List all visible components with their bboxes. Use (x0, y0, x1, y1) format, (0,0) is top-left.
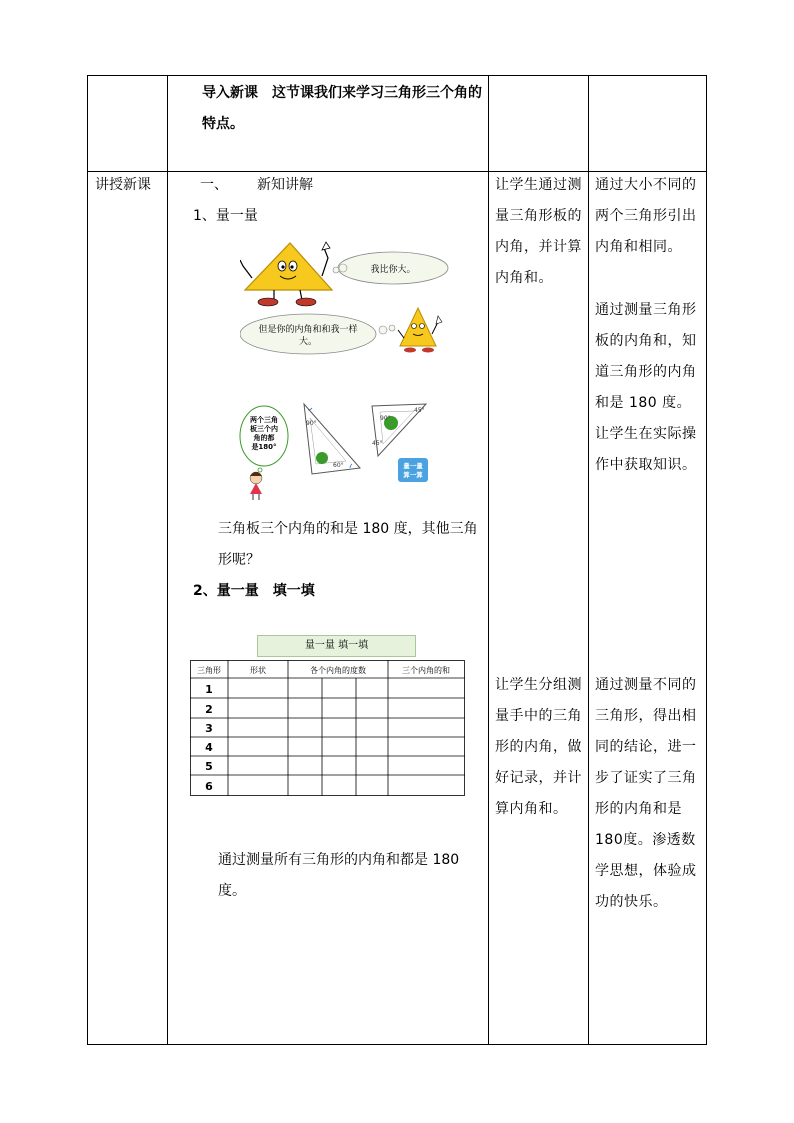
girl-bubble-line1: 两个三角 (250, 416, 278, 424)
row-num-2: 2 (205, 703, 213, 716)
section-title: 新知讲解 (257, 177, 313, 193)
row-num-6: 6 (205, 780, 213, 793)
section-number: 一、 (200, 177, 228, 193)
badge-line1: 量一量 (403, 462, 423, 470)
intro-text: 导入新课 这节课我们来学习三角形三个角的特点。 (202, 85, 482, 132)
girl-bubble-line2: 板三个内 (250, 425, 278, 433)
girl-figure (250, 472, 262, 500)
student-activity-1: 让学生通过测量三角形板的内角，并计算内角和。 (495, 177, 582, 286)
conclusion-text: 通过测量所有三角形的内角和都是 180 度。 (218, 852, 460, 899)
measure-table-title: 量一量 填一填 (257, 635, 416, 657)
set-square-45-45-90 (372, 404, 426, 456)
set-squares-illustration (238, 398, 468, 503)
design-intent-1b: 通过测量三角形板的内角和，知道三角形的内角和是 180 度。让学生在实际操作中获取知识。 (595, 302, 697, 473)
design-intent-2: 通过测量不同的三角形，得出相同的结论，进一步了证实了三角形的内角和是 180度。渗透数学思想，体验成功的快乐。 (595, 677, 697, 910)
girl-bubble-line4: 是180° (251, 443, 277, 451)
row-num-4: 4 (205, 741, 213, 754)
bubble-2-line2: 大。 (298, 337, 318, 347)
subsection-1: 1、量一量 (193, 208, 258, 224)
question-text: 三角板三个内角的和是 180 度，其他三角形呢？ (218, 521, 478, 568)
header-shape: 形状 (250, 666, 266, 675)
bubble-1-text: 我比你大。 (370, 265, 416, 275)
header-angles: 各个内角的度数 (310, 666, 366, 675)
set-square-30-60-90 (304, 404, 360, 474)
header-sum: 三个内角的和 (402, 666, 450, 675)
triangle-characters-illustration (240, 238, 465, 358)
header-triangle: 三角形 (197, 666, 221, 675)
girl-bubble-line3: 角的都 (253, 434, 275, 442)
small-triangle-character (398, 308, 442, 353)
big-triangle-character (240, 242, 332, 306)
subsection-2: 2、量一量 填一填 (193, 583, 315, 599)
bubble-2-line1: 但是你的内角和和我一样 (258, 325, 358, 335)
badge-line2: 算一算 (403, 471, 423, 479)
angle-90-right: 90° (380, 415, 391, 422)
student-activity-2: 让学生分组测量手中的三角形的内角，做好记录，并计算内角和。 (495, 677, 582, 817)
stage-label: 讲授新课 (95, 177, 151, 193)
angle-45-bottom: 45° (372, 440, 383, 447)
angle-60: 60° (333, 462, 344, 469)
angle-45-top: 45° (414, 407, 425, 414)
design-intent-1a: 通过大小不同的两个三角形引出内角和相同。 (595, 177, 697, 255)
angle-90-left: 90° (306, 420, 317, 427)
row-num-5: 5 (205, 760, 213, 773)
row-num-3: 3 (205, 722, 213, 735)
measure-table (190, 660, 466, 798)
row-num-1: 1 (205, 683, 213, 696)
